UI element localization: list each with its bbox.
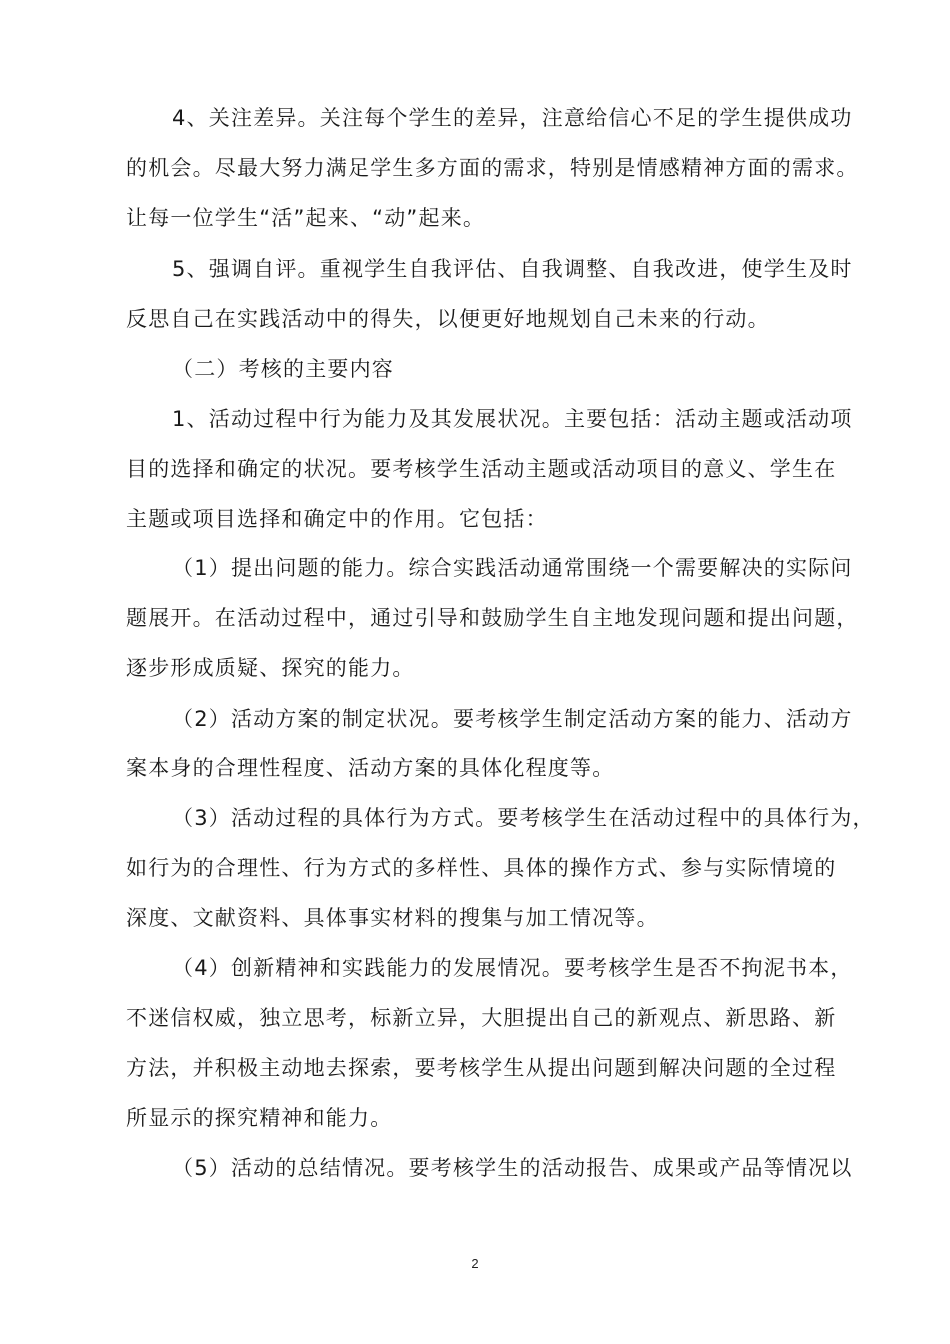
text-line: 主题或项目选择和确定中的作用。它包括：: [126, 507, 548, 531]
text-line: （3）活动过程的具体行为方式。要考核学生在活动过程中的具体行为，: [172, 806, 875, 830]
text-line: 1、活动过程中行为能力及其发展状况。主要包括：活动主题或活动项: [172, 407, 853, 431]
text-line: 不迷信权威，独立思考，标新立异，大胆提出自己的新观点、新思路、新: [126, 1006, 837, 1030]
text-line: 如行为的合理性、行为方式的多样性、具体的操作方式、参与实际情境的: [126, 856, 837, 880]
text-line: 让每一位学生“活”起来、“动”起来。: [126, 206, 486, 230]
text-line: 方法，并积极主动地去探索，要考核学生从提出问题到解决问题的全过程: [126, 1056, 837, 1080]
text-line: 的机会。尽最大努力满足学生多方面的需求，特别是情感精神方面的需求。: [126, 156, 859, 180]
text-line: 目的选择和确定的状况。要考核学生活动主题或活动项目的意义、学生在: [126, 457, 837, 481]
text-line: （2）活动方案的制定状况。要考核学生制定活动方案的能力、活动方: [172, 707, 853, 731]
text-line: 题展开。在活动过程中，通过引导和鼓励学生自主地发现问题和提出问题，: [126, 606, 859, 630]
page-number: 2: [471, 1256, 479, 1271]
text-line: 案本身的合理性程度、活动方案的具体化程度等。: [126, 756, 615, 780]
text-line: 所显示的探究精神和能力。: [126, 1106, 393, 1130]
text-line: （5）活动的总结情况。要考核学生的活动报告、成果或产品等情况以: [172, 1156, 853, 1180]
text-line: 反思自己在实践活动中的得失，以便更好地规划自己未来的行动。: [126, 307, 770, 331]
section-heading: （二）考核的主要内容: [172, 357, 394, 381]
text-line: 5、强调自评。重视学生自我评估、自我调整、自我改进，使学生及时: [172, 257, 853, 281]
text-line: 逐步形成质疑、探究的能力。: [126, 656, 415, 680]
text-line: 4、关注差异。关注每个学生的差异，注意给信心不足的学生提供成功: [172, 106, 853, 130]
text-line: （4）创新精神和实践能力的发展情况。要考核学生是否不拘泥书本，: [172, 956, 853, 980]
text-line: 深度、文献资料、具体事实材料的搜集与加工情况等。: [126, 906, 659, 930]
text-line: （1）提出问题的能力。综合实践活动通常围绕一个需要解决的实际问: [172, 556, 853, 580]
